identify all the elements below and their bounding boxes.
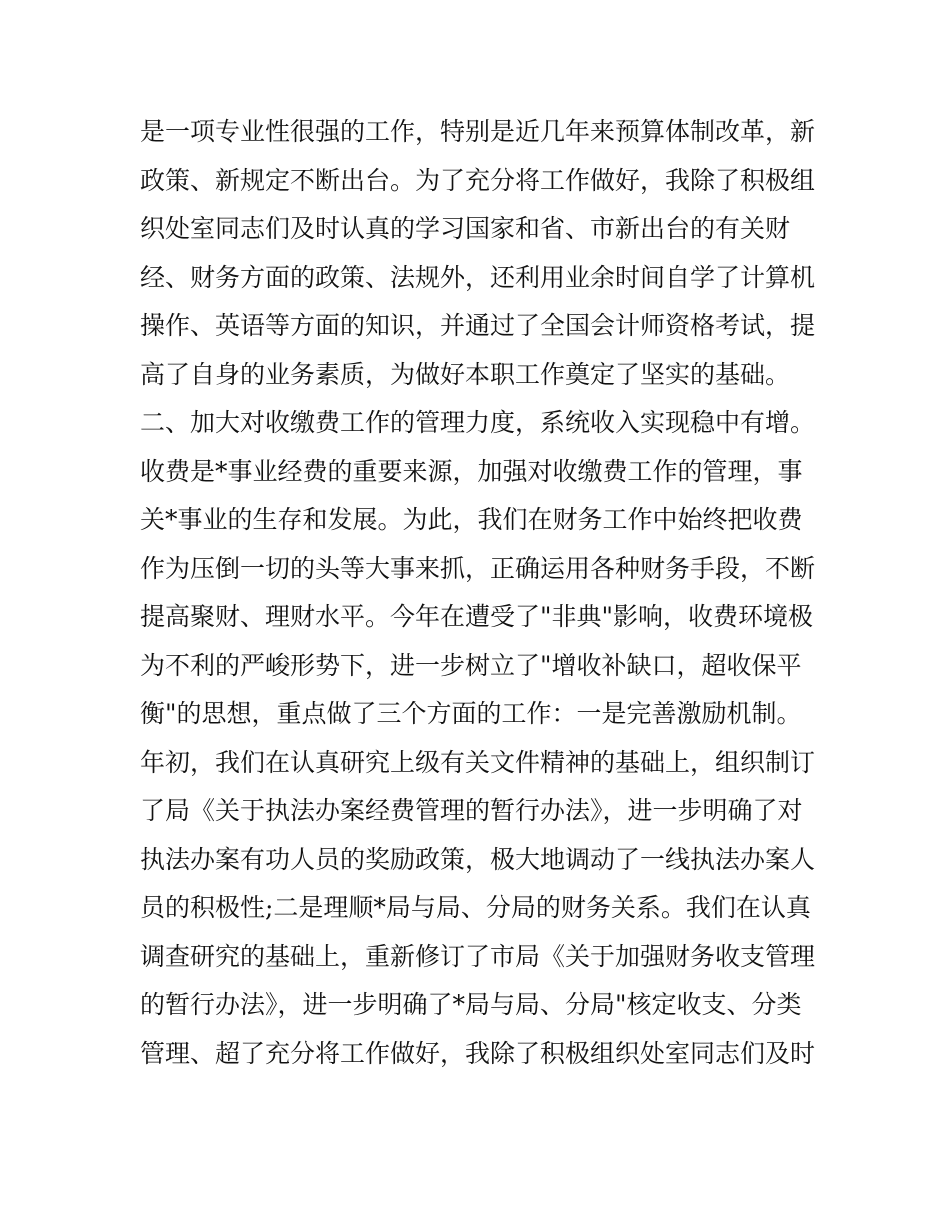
text-line: 为不利的严峻形势下，进一步树立了"增收补缺口，超收保平 xyxy=(140,650,802,680)
text-line: 收费是*事业经费的重要来源，加强对收缴费工作的管理，事 xyxy=(140,456,803,486)
text-line: 衡"的思想，重点做了三个方面的工作：一是完善激励机制。 xyxy=(140,699,802,728)
text-line: 提高聚财、理财水平。今年在遭受了"非典"影响，收费环境极 xyxy=(140,602,814,631)
text-line: 管理、超了充分将工作做好，我除了积极组织处室同志们及时 xyxy=(140,1038,816,1068)
text-line: 的暂行办法》，进一步明确了*局与局、分局"核定收支、分类 xyxy=(140,990,802,1019)
text-line: 年初，我们在认真研究上级有关文件精神的基础上，组织制订 xyxy=(140,747,816,777)
text-line: 关*事业的生存和发展。为此，我们在财务工作中始终把收费 xyxy=(140,505,803,534)
text-line: 作为压倒一切的头等大事来抓，正确运用各种财务手段，不断 xyxy=(140,553,816,583)
text-line: 操作、英语等方面的知识，并通过了全国会计师资格考试，提 xyxy=(140,311,816,340)
text-line: 调查研究的基础上，重新修订了市局《关于加强财务收支管理 xyxy=(140,941,816,971)
text-line: 高了自身的业务素质，为做好本职工作奠定了坚实的基础。 xyxy=(140,359,791,389)
text-line: 政策、新规定不断出台。为了充分将工作做好，我除了积极组 xyxy=(140,165,816,195)
text-line: 是一项专业性很强的工作，特别是近几年来预算体制改革，新 xyxy=(140,117,816,146)
text-line: 员的积极性;二是理顺*局与局、分局的财务关系。我们在认真 xyxy=(140,893,811,922)
body-text xyxy=(140,108,820,1078)
section-heading: 二、加大对收缴费工作的管理力度，系统收入实现稳中有增。 xyxy=(140,408,816,437)
text-line: 了局《关于执法办案经费管理的暂行办法》，进一步明确了对 xyxy=(140,796,803,825)
text-line: 经、财务方面的政策、法规外，还利用业余时间自学了计算机 xyxy=(140,262,816,292)
text-line: 执法办案有功人员的奖励政策，极大地调动了一线执法办案人 xyxy=(140,844,816,874)
text-line: 织处室同志们及时认真的学习国家和省、市新出台的有关财 xyxy=(140,214,791,243)
